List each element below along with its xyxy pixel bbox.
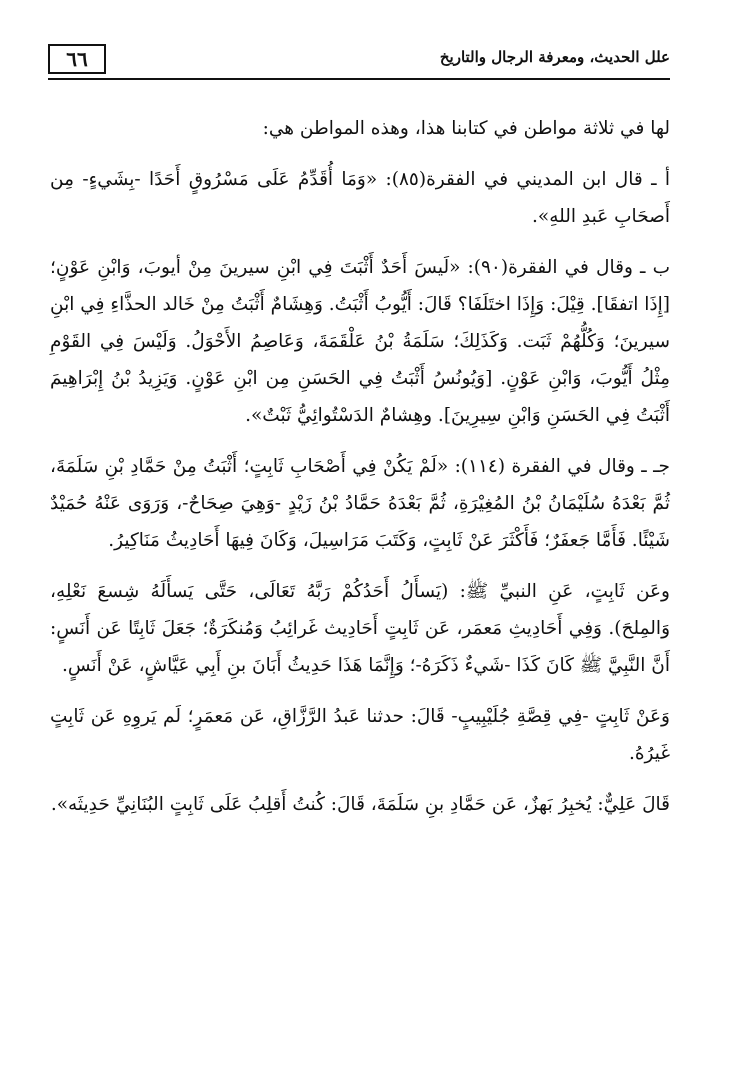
- paragraph-ali-statement: قَالَ عَلِيٌّ: يُخبِرُ بَهزٌ، عَن حَمَّادِ بنِ سَلَمَةَ، قَالَ: كُنتُ أَقلِبُ عَلَى ثَابِتٍ البُنَانِيِّ حَدِيثَه».: [50, 794, 670, 815]
- intro-paragraph: لها في ثلاثة مواطن في كتابنا هذا، وهذه المواطن هي:: [262, 118, 670, 139]
- page-header: [48, 44, 670, 82]
- paragraph-alif: أ ـ قال ابن المديني في الفقرة(٨٥): «وَمَا أُقَدِّمُ عَلَى مَسْرُوقٍ أَحَدًا -بِشَيءٍ- مِن أَصحَابِ عَبدِ اللهِ».: [50, 169, 670, 227]
- page-number: ٦٦: [48, 44, 106, 74]
- paragraph-julaybib: وَعَنْ ثَابِتٍ -فِي قِصَّةِ جُلَيْبِيبٍ- قَالَ: حدثنا عَبدُ الرَّزَّاقِ، عَن مَعمَرٍ؛ لَم يَروِهِ عَن ثَابِتٍ غَيرُهُ.: [50, 706, 670, 764]
- paragraph-ba: ب ـ وقال في الفقرة(٩٠): «لَيسَ أَحَدٌ أَثْبَتَ فِي ابْنِ سيرينَ مِنْ أيوبَ، وَابْنِ عَوْنٍ؛ [إِذَا اتفقَا]. قِيْلَ: وَإِذَا اختَلَفَا؟ قَالَ: أَيُّوبُ أَثْبَتُ. وَهِشَامٌ أَثْبَتُ مِنْ خَالد الحذَّاءِ فِي ابْنِ سيرينَ؛ وَكُلُّهُمْ ثَبَت. وَكَذَلِكَ؛ سَلَمَةُ بْنُ عَلْقَمَةَ، وَعَاصِمُ الأَحْوَلُ. وَلَيْسَ فِي القَوْمِ مِثْلُ أَيُّوبَ، وَابْنِ عَوْنٍ. [وَيُونُسُ أَثْبَتُ فِي الحَسَنِ مِن ابْنِ عَوْنٍ. وَيَزِيدُ بْنُ إِبْرَاهِيمَ أَثْبَتُ فِي الحَسَنِ وَابْنِ سِيرِينَ]. وهِشامٌ الدَسْتُوائِيُّ ثَبْتٌ».: [50, 257, 670, 426]
- paragraph-thabit-hadith: وعَن ثَابِتٍ، عَنِ النبيِّ ﷺ: (يَسأَلُ أَحَدُكُمْ رَبَّهُ تَعَالَى، حَتَّى يَسأَلَهُ شِسعَ نَعْلِهِ، وَالمِلحَ). وَفِي أَحَادِيثِ مَعمَر، عَن ثَابِتٍ أَحَادِيث غَرائِبُ وَمُنكَرَةٌ؛ جَعَلَ ثَابِتًا عَن أَنَسٍ: أَنَّ النَّبِيَّ ﷺ كَانَ كَذَا -شَيءٌ ذَكَرَهُ-؛ وَإِنَّمَا هَذَا حَدِيثُ أَبَانَ بنِ أَبِي عَيَّاشٍ، عَنْ أَنَسٍ.: [50, 581, 670, 676]
- header-divider: [48, 78, 670, 80]
- page-body: [50, 110, 670, 823]
- paragraph-jim: جـ ـ وقال في الفقرة (١١٤): «لَمْ يَكُنْ فِي أَصْحَابِ ثَابِتٍ؛ أَثْبَتُ مِنْ حَمَّادِ بْنِ سَلَمَةَ، ثُمَّ بَعْدَهُ سُلَيْمَانُ بْنُ المُغِيْرَةِ، ثُمَّ بَعْدَهُ حَمَّادُ بْنُ زَيْدٍ -وَهِيَ صِحَاحٌ-، وَرَوَى عَنْهُ حُمَيْدٌ شَيْئًا. فَأَمَّا جَعفَرٌ؛ فَأَكْثَرَ عَنْ ثَابِتٍ، وَكَتَبَ مَرَاسِيلَ، وَكَانَ فِيهَا أَحَادِيثُ مَنَاكِيرُ.: [50, 456, 670, 551]
- running-title: علل الحديث، ومعرفة الرجال والتاريخ: [439, 48, 670, 66]
